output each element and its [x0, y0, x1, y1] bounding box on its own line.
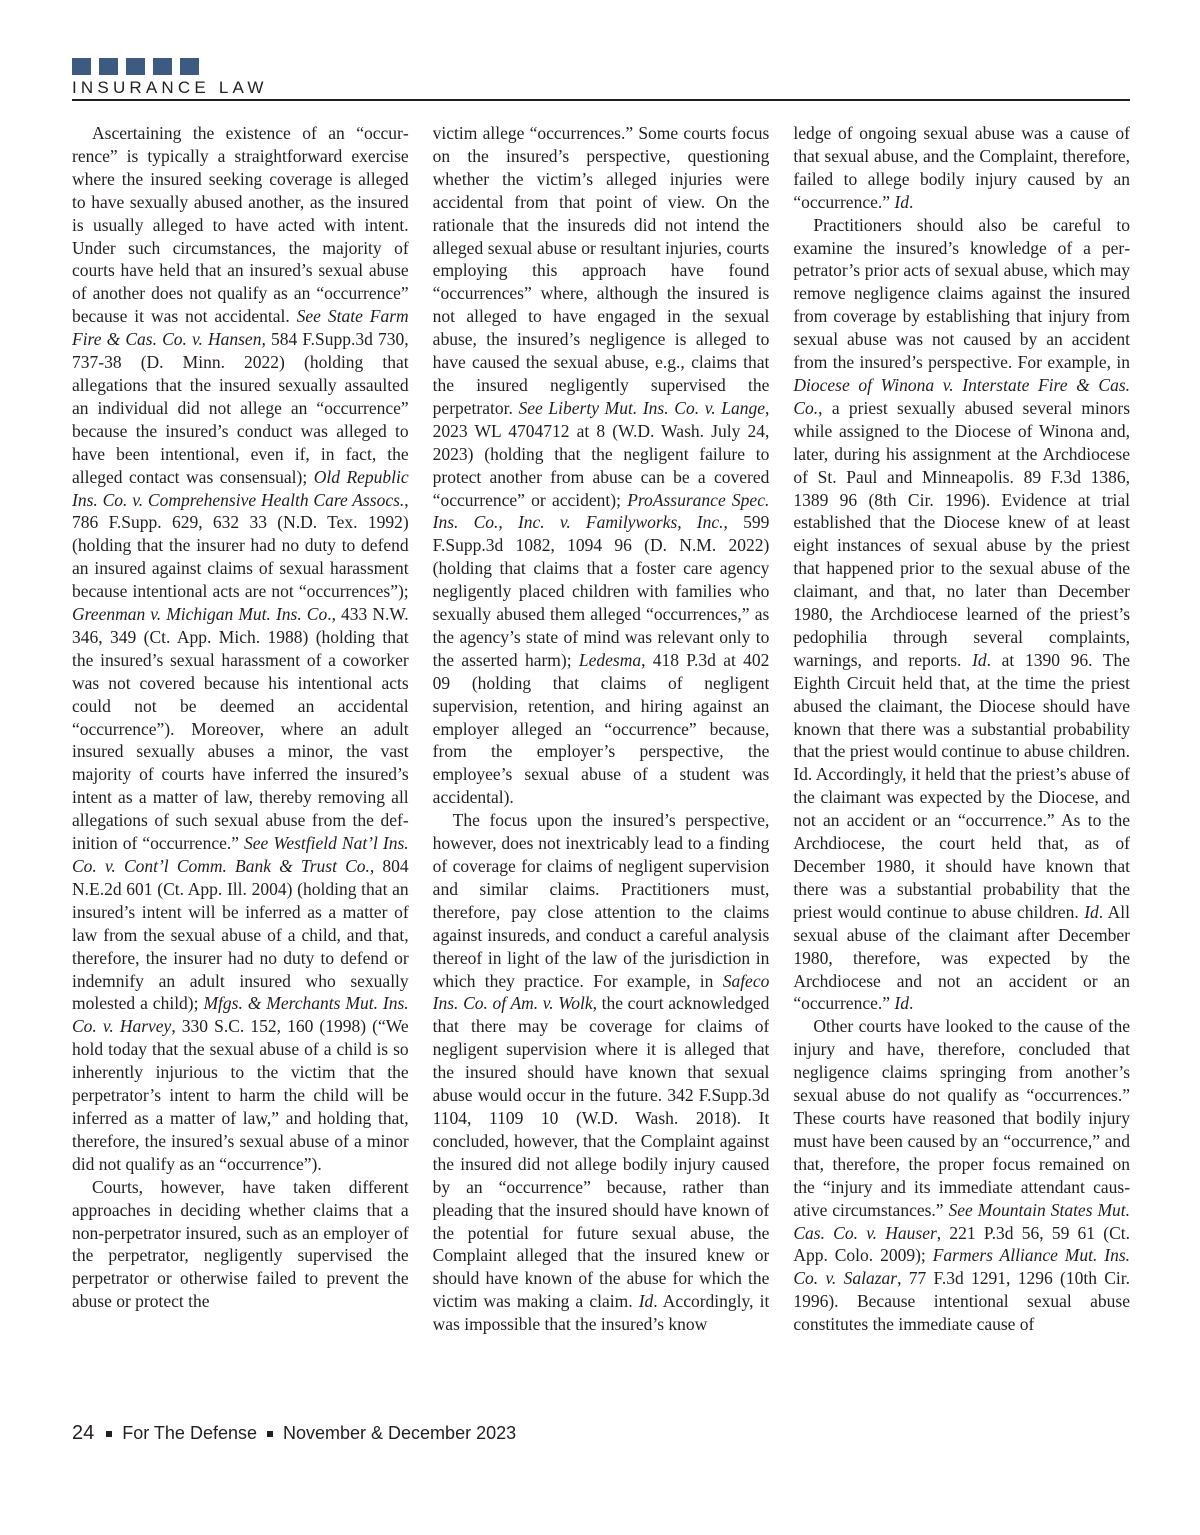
text-run: , the court acknowledged that there may be coverage for claims of negligent supervision where it is alleged that the insured should have known that sexual abuse would occur in the future. 342 F.Supp.3d 1104, 1109 10 (W.D. Wash. 2018). It concluded, however, that the Complaint against the insured did not allege bodily injury caused by an “occurrence” because, rather than pleading that the insured should have known of the potential for future sexual abuse, the Complaint alleged that the insured knew or should have known of the abuse for which the victim was making a claim.	[432, 993, 770, 1312]
case-citation: Greenman v. Michigan Mut. Ins. Co	[72, 604, 328, 625]
paragraph	[793, 1015, 1130, 1336]
text-run: Courts, however, have taken different approaches in deciding whether claims that a non-perpetrator insured, such as an employer of the perpetrator, negligently supervised the perpetrator or otherwise failed to prevent the abuse or protect the	[72, 1176, 409, 1312]
text-run: , 77 F.3d 1291, 1296 (10th Cir. 1996). Because intentional sexual abuse constitutes the immediate cause of	[793, 1268, 1131, 1335]
publication-name: For The Defense	[122, 1423, 257, 1443]
column-middle	[433, 122, 770, 1417]
case-citation: See Westfield Nat’l Ins. Co. v. Cont’l Comm. Bank & Trust Co.	[72, 833, 409, 876]
text-run: . Accordingly, it was impossible that the insured’s know	[432, 1291, 770, 1335]
text-run: , 418 P.3d at 402 09 (holding that claims of negligent supervision, retention, and hiring against an employer alleged an “occurrence” because, from the employer’s perspective, the employee’s sexual abuse of a student was accidental).	[432, 649, 770, 808]
text-run: , 786 F.Supp. 629, 632 33 (N.D. Tex. 1992) (holding that the insurer had no duty to defend an insured against claims of sexual harassment because intentional acts are not “occurrences”);	[72, 489, 409, 602]
case-citation: Id	[894, 191, 909, 212]
case-citation: Old Republic Ins. Co. v. Comprehensive Health Care Assocs.	[72, 466, 409, 510]
case-citation: Diocese of Winona v. Interstate Fire & Cas. Co.	[793, 374, 1131, 418]
case-citation: See Liberty Mut. Ins. Co. v. Lange	[518, 397, 765, 418]
case-citation: Mfgs. & Merchants Mut. Ins. Co. v. Harvey	[72, 993, 409, 1037]
text-run: , a priest sexually abused several minors while assigned to the Diocese of Winona and, later, during his assignment at the Archdiocese of St. Paul and Minneapolis. 89 F.3d 1386, 1389 96 (8th Cir. 1996). Evidence at trial established that the Diocese knew of at least eight instances of sexual abuse by the priest that happened prior to the sexual abuse of the claimant, and that, no later than December 1980, the Archdiocese learned of the priest’s pedophilia through several complaints, warnings, and reports.	[793, 397, 1131, 670]
column-left	[72, 122, 409, 1417]
text-run: Practitioners should also be careful to examine the insured’s knowledge of a perpetrator’s prior acts of sexual abuse, which may remove negligence claims against the insured from coverage by establishing that injury from sexual abuse was not caused by an accident from the insured’s perspective. For example, in	[793, 214, 1131, 373]
header-rule	[72, 99, 1130, 101]
case-citation: See Mountain States Mut. Cas. Co. v. Hauser	[793, 1199, 1131, 1243]
text-run: , 804 N.E.2d 601 (Ct. App. Ill. 2004) (holding that an insured’s intent will be inferred as a matter of law from the sexual abuse of a child, and that, therefore, the insurer had no duty to defend or indemnify an adult insured who sexually molested a child);	[72, 856, 409, 1014]
text-run: , 330 S.C. 152, 160 (1998) (“We hold today that the sexual abuse of a child is so inherently injurious to the victim that the perpetrator’s intent to harm the child will be inferred as a matter of law,” and holding that, therefore, the insured’s sexual abuse of a minor did not qualify as an “occurrence”).	[72, 1016, 409, 1174]
case-citation: See State Farm Fire & Cas. Co. v. Hansen	[72, 306, 409, 350]
text-run: The focus upon the insured’s perspective, however, does not inextricably lead to a finding of coverage for claims of negligent supervision and similar claims. Practitioners must, therefore, pay close attention to the claims against insureds, and conduct a careful analysis thereof in light of the law of the jurisdiction in which they practice. For example, in	[432, 810, 770, 991]
column-right	[793, 122, 1130, 1417]
accent-square	[126, 58, 145, 75]
case-citation: Safeco Ins. Co. of Am. v. Wolk	[432, 970, 770, 1014]
text-run: victim allege “occurrences.” Some courts focus on the insured’s perspective, questioning whether the victim’s alleged injuries were accidental from that point of view. On the rationale that the insureds did not intend the alleged sexual abuse or resultant injuries, courts employing this approach have found “occurrences” where, although the insured is not alleged to have engaged in the sexual abuse, the insured’s negligence is alleged to have caused the sexual abuse, e.g., claims that the insured negligently supervised the perpetrator.	[432, 123, 770, 418]
text-run: ., 433 N.W. 346, 349 (Ct. App. Mich. 1988) (holding that the insured’s sexual harassment of a coworker was not covered because his intentional acts could not be deemed an accidental “occurrence”). Moreover, where an adult insured sexually abuses a minor, the vast majority of courts have inferred the insured’s intent as a matter of law, thereby removing all allegations of such sexual abuse from the definition of “occurrence.”	[72, 604, 409, 854]
paragraph	[793, 214, 1130, 1016]
issue-date: November & December 2023	[283, 1423, 517, 1443]
case-citation: Id	[972, 649, 987, 670]
paragraph	[72, 1176, 409, 1313]
text-run: Ascertaining the existence of an “occurrence” is typically a straightforward exercise where the insured seeking coverage is alleged to have sexually abused another, as the insured is usually alleged to have acted with intent. Under such circumstances, the majority of courts have held that an insured’s sexual abuse of another does not qualify as an “occurrence” because it was not accidental.	[72, 123, 409, 327]
section-label: INSURANCE LAW	[72, 78, 268, 97]
text-run: .	[908, 993, 914, 1014]
paragraph	[433, 122, 770, 809]
text-run: . at 1390 96. The Eighth Circuit held that, at the time the priest abused the claimant, the Diocese should have known that there was a substantial probability that the priest would continue to abuse children. Id. Accordingly, it held that the priest’s abuse of the claimant was expected by the Diocese, and not an accident or an “occurrence.” As to the Archdiocese, the court held that, as of December 1980, it should have known that there was a substantial probability that the priest would continue to abuse children.	[793, 649, 1131, 922]
page-footer	[72, 1422, 516, 1445]
case-citation: Id	[894, 993, 909, 1014]
text-run: ledge of ongoing sexual abuse was a cause of that sexual abuse, and the Complaint, therefore, failed to allege bodily injury caused by an “occurrence.”	[793, 123, 1131, 212]
text-run: , 2023 WL 4704712 at 8 (W.D. Wash. July 24, 2023) (holding that the negligent failure to protect another from abuse can be a covered “occurrence” or accident);	[432, 397, 770, 510]
bullet-separator	[267, 1431, 273, 1437]
accent-square	[99, 58, 118, 75]
text-run: , 221 P.3d 56, 59 61 (Ct. App. Colo. 2009);	[793, 1222, 1131, 1266]
text-run: . All sexual abuse of the claimant after December 1980, therefore, was expected by the Archdiocese and not an accident or an “occurrence.”	[793, 901, 1131, 1014]
case-citation: Id	[638, 1291, 654, 1312]
text-run: .	[908, 191, 914, 212]
case-citation: Id	[1084, 901, 1099, 922]
case-citation: Farmers Alliance Mut. Ins. Co. v. Salazar	[793, 1245, 1131, 1289]
header-accent-squares	[72, 58, 199, 75]
text-run: Other courts have looked to the cause of the injury and have, therefore, concluded that negligence claims springing from another’s sexual abuse do not qualify as “occurrences.” These courts have reasoned that bodily injury must have been caused by an “occurrence,” and that, therefore, the proper focus remained on the “injury and its immediate attendant causative circumstances.”	[793, 1016, 1131, 1220]
paragraph	[793, 122, 1130, 214]
page-number: 24	[72, 1422, 95, 1444]
accent-square	[180, 58, 199, 75]
paragraph	[433, 809, 770, 1336]
paragraph	[72, 122, 409, 1176]
case-citation: Ledesma	[578, 649, 642, 670]
article-body	[72, 122, 1130, 1417]
accent-square	[72, 58, 91, 75]
case-citation: ProAssurance Spec. Ins. Co., Inc. v. Familyworks, Inc.	[432, 489, 770, 533]
text-run: , 599 F.Supp.3d 1082, 1094 96 (D. N.M. 2022) (holding that claims that a foster care agency negligently placed children with families who sexually abused them alleged “occurrences,” as the agency’s state of mind was relevant only to the asserted harm);	[432, 512, 770, 670]
bullet-separator	[106, 1431, 112, 1437]
accent-square	[153, 58, 172, 75]
text-run: , 584 F.Supp.3d 730, 737-38 (D. Minn. 2022) (holding that allegations that the insured sexually assaulted an individual did not allege an “occurrence” because the insured’s conduct was alleged to have been intentional, even if, in fact, the alleged contact was consensual);	[72, 329, 409, 487]
